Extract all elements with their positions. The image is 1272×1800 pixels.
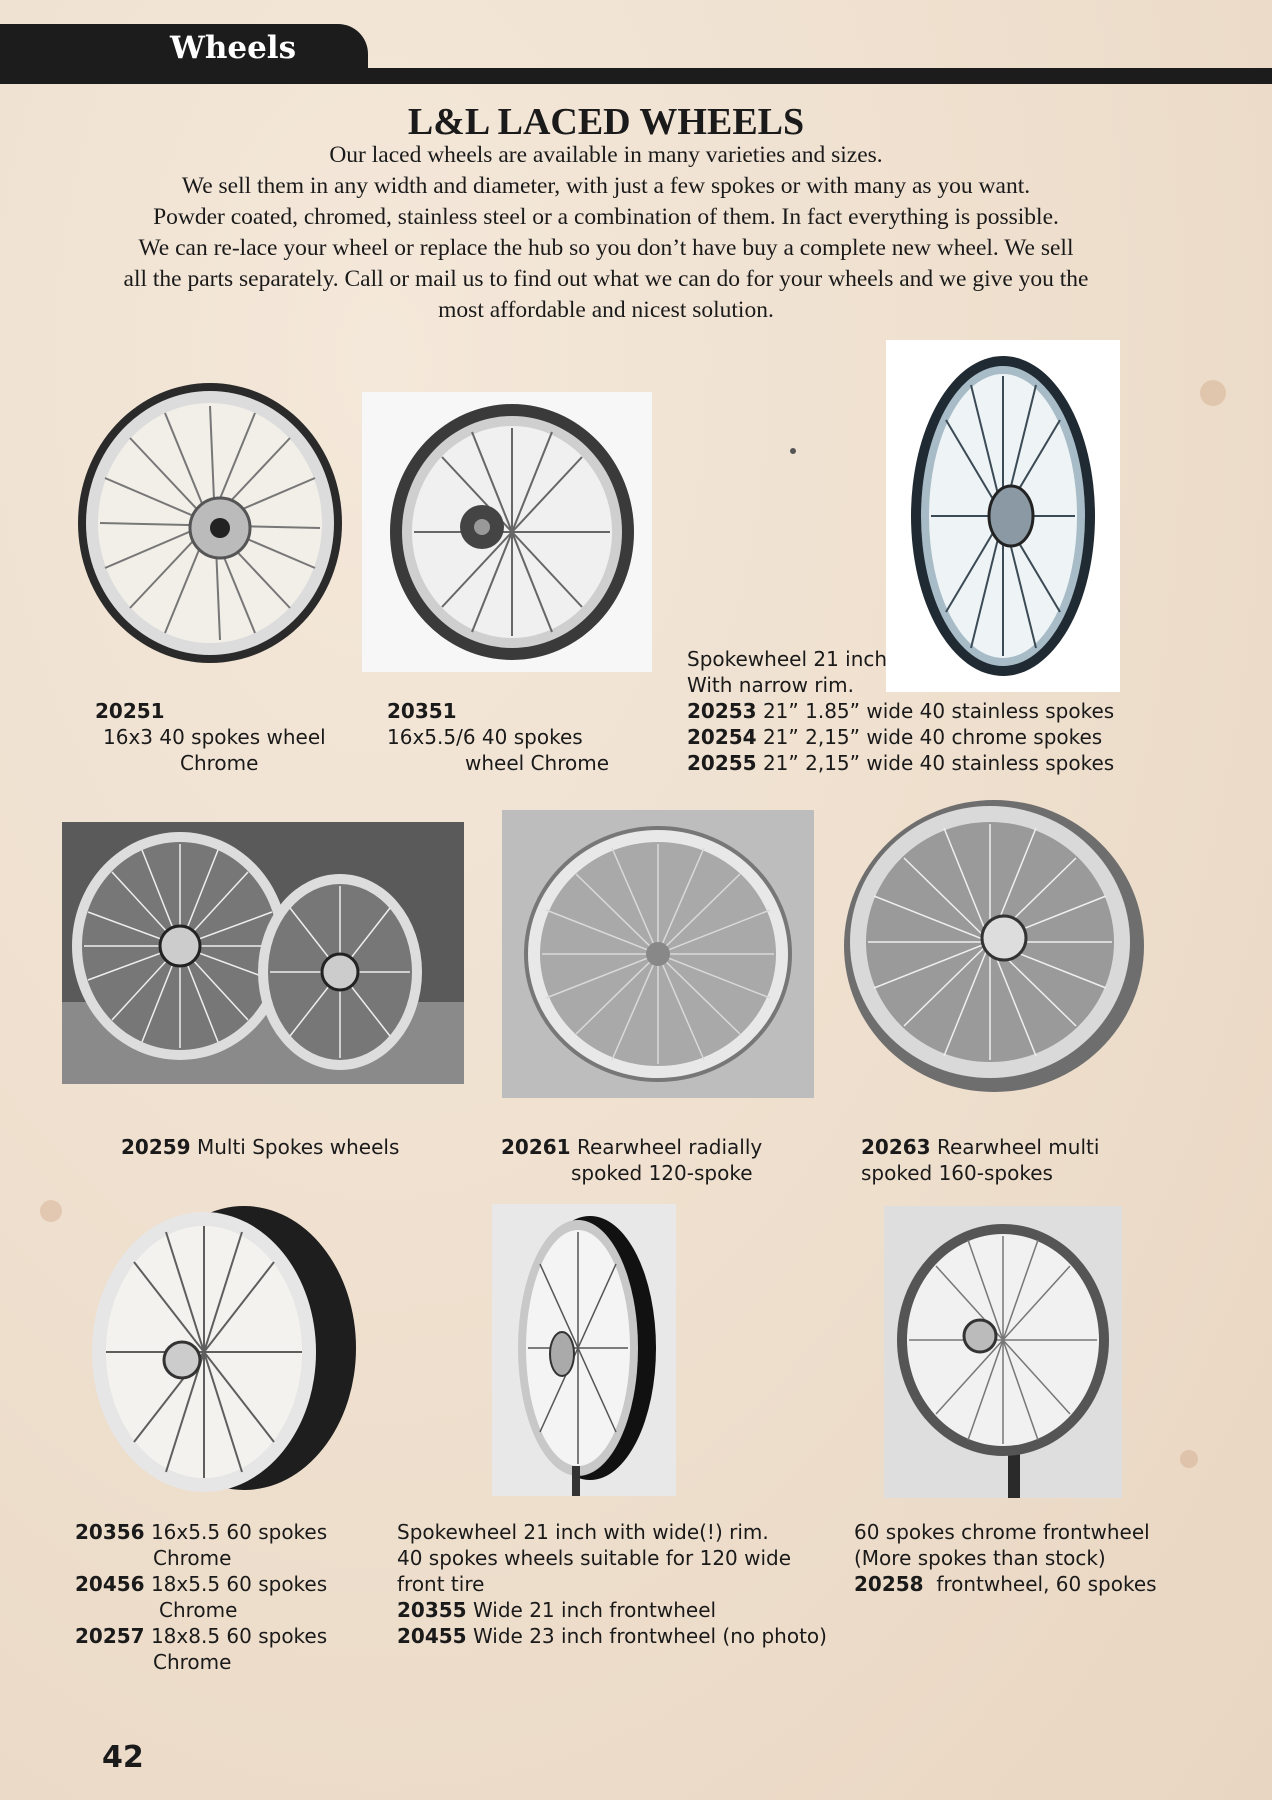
caption-20251 (95, 698, 326, 776)
caption-20263 (861, 1134, 1099, 1186)
paper-speck (40, 1200, 62, 1222)
product-desc: Chrome (153, 1546, 232, 1570)
caption-60-spokes (75, 1519, 327, 1675)
wheel-photo-60-spokes (78, 1202, 360, 1496)
intro-line: We sell them in any width and diameter, with just a few spokes or with many as you want. (181, 173, 1031, 199)
product-desc: Spokewheel 21 inch (687, 647, 888, 671)
product-desc: (More spokes than stock) (854, 1546, 1106, 1570)
product-code: 20255 (687, 751, 757, 775)
caption-wide-21 (397, 1519, 827, 1649)
intro-line: all the parts separately. Call or mail us to find out what we can do for your wheels and we give you the (123, 266, 1089, 292)
product-code: 20456 (75, 1572, 145, 1596)
wheel-photo-20251 (70, 378, 350, 668)
product-desc: Wide 21 inch frontwheel (472, 1598, 717, 1622)
product-code: 20259 (121, 1135, 191, 1159)
product-desc: front tire (397, 1572, 485, 1596)
caption-20259 (121, 1134, 399, 1160)
product-desc: 21” 1.85” wide 40 stainless spokes (762, 699, 1115, 723)
product-desc: 18x8.5 60 spokes (150, 1624, 328, 1648)
product-desc: 16x3 40 spokes wheel (103, 725, 326, 749)
product-code: 20351 (387, 699, 457, 723)
wheel-photo-wide-21 (492, 1204, 676, 1496)
product-desc: Chrome (180, 751, 259, 775)
product-desc: frontwheel, 60 spokes (936, 1572, 1157, 1596)
product-desc: Rearwheel radially (576, 1135, 763, 1159)
wheel-photo-20261 (502, 810, 814, 1098)
intro-line: Our laced wheels are available in many varieties and sizes. (329, 142, 883, 168)
product-desc: 16x5.5/6 40 spokes (387, 725, 583, 749)
product-desc: With narrow rim. (687, 673, 854, 697)
intro-line: most affordable and nicest solution. (438, 297, 774, 323)
wheel-photo-20258 (884, 1206, 1122, 1498)
paper-speck (790, 448, 796, 454)
product-desc: Rearwheel multi (936, 1135, 1100, 1159)
product-code: 20263 (861, 1135, 931, 1159)
product-code: 20251 (95, 699, 165, 723)
paper-speck (1200, 380, 1226, 406)
product-code: 20258 (854, 1572, 924, 1596)
product-desc: Spokewheel 21 inch with wide(!) rim. (397, 1520, 769, 1544)
product-desc: spoked 120-spoke (571, 1161, 753, 1185)
wheel-photo-20351 (362, 392, 652, 672)
caption-20261 (501, 1134, 762, 1186)
caption-narrow-21 (687, 646, 1114, 776)
product-desc: 21” 2,15” wide 40 stainless spokes (762, 751, 1115, 775)
page-title: L&L LACED WHEELS (407, 101, 805, 143)
product-code: 20261 (501, 1135, 571, 1159)
wheel-photo-narrow-21 (886, 340, 1120, 692)
caption-20258 (854, 1519, 1157, 1597)
product-desc: wheel Chrome (465, 751, 610, 775)
product-code: 20355 (397, 1598, 467, 1622)
product-desc: Chrome (153, 1650, 232, 1674)
product-desc: 60 spokes chrome frontwheel (854, 1520, 1150, 1544)
product-desc: Multi Spokes wheels (196, 1135, 400, 1159)
product-desc: 40 spokes wheels suitable for 120 wide (397, 1546, 792, 1570)
product-desc: spoked 160-spokes (861, 1161, 1053, 1185)
product-desc: Wide 23 inch frontwheel (no photo) (472, 1624, 827, 1648)
page-number: 42 (102, 1740, 144, 1775)
header-rule (368, 68, 1272, 84)
wheel-photo-20259 (62, 822, 464, 1084)
section-tab-label: Wheels (170, 30, 297, 66)
caption-20351 (387, 698, 609, 776)
intro-line: We can re-lace your wheel or replace the hub so you don’t have buy a complete new wheel. We sell (138, 235, 1074, 261)
product-desc: 18x5.5 60 spokes (150, 1572, 328, 1596)
paper-speck (1180, 1450, 1198, 1468)
product-code: 20455 (397, 1624, 467, 1648)
wheel-photo-20263 (834, 792, 1148, 1094)
product-desc: Chrome (159, 1598, 238, 1622)
product-desc: 16x5.5 60 spokes (150, 1520, 328, 1544)
intro-paragraph (60, 140, 1152, 326)
product-code: 20257 (75, 1624, 145, 1648)
product-desc: 21” 2,15” wide 40 chrome spokes (762, 725, 1103, 749)
intro-line: Powder coated, chromed, stainless steel or a combination of them. In fact everything is possible. (153, 204, 1059, 230)
product-code: 20254 (687, 725, 757, 749)
product-code: 20253 (687, 699, 757, 723)
product-code: 20356 (75, 1520, 145, 1544)
